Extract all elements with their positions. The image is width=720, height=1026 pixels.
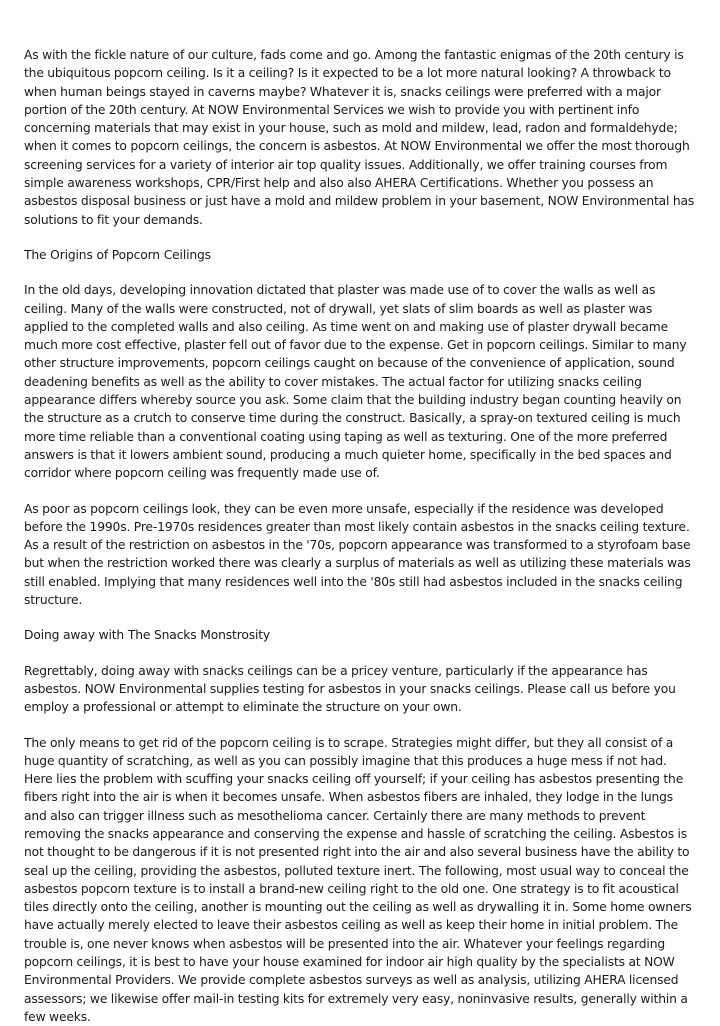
- origins-paragraph-2: As poor as popcorn ceilings look, they can be even more unsafe, especially if the residence was developed before the 1990s. Pre-1970s residences greater than most likely contain asbestos in the snacks ceiling texture. As a result of the restriction on asbestos in the '70s, popcorn appearance was transformed to a styrofoam base but when the restriction worked there was clearly a surplus of materials as well as utilizing these materials was still enabled. Implying that many residences well into the '80s still had asbestos included in the snacks ceiling structure.: [24, 500, 696, 610]
- removal-paragraph-1: Regrettably, doing away with snacks ceilings can be a pricey venture, particularly if the appearance has asbestos. NOW Environmental supplies testing for asbestos in your snacks ceilings. Please call us before you employ a professional or attempt to eliminate the structure on your own.: [24, 662, 696, 717]
- removal-paragraph-2: The only means to get rid of the popcorn ceiling is to scrape. Strategies might differ, but they all consist of a huge quantity of scratching, as well as you can possibly imagine that this produces a huge mess if not had. Here lies the problem with scuffing your snacks ceiling off yourself; if your ceiling has asbestos presenting the fibers right into the air is when it becomes unsafe. When asbestos fibers are inhaled, they lodge in the lungs and also can trigger illness such as mesothelioma cancer. Certainly there are many methods to prevent removing the snacks appearance and conserving the expense and hassle of scratching the ceiling. Asbestos is not thought to be dangerous if it is not presented right into the air and also several business have the ability to seal up the ceiling, providing the asbestos, polluted texture inert. The following, most usual way to conceal the asbestos popcorn texture is to install a brand-new ceiling right to the old one. One strategy is to fit acoustical tiles directly onto the ceiling, another is mounting out the ceiling as well as drywalling it in. Some home owners have actually merely elected to leave their asbestos ceiling as well as keep their home in initial problem. The trouble is, one never knows when asbestos will be presented into the air. Whatever your feelings regarding popcorn ceilings, it is best to have your house examined for indoor air high quality by the specialists at NOW Environmental Providers. We provide complete asbestos surveys as well as analysis, utilizing AHERA licensed assessors; we likewise offer mail-in testing kits for extremely very easy, noninvasive results, generally within a few weeks.: [24, 734, 696, 1026]
- origins-paragraph-1: In the old days, developing innovation dictated that plaster was made use of to cover the walls as well as ceiling. Many of the walls were constructed, not of drywall, yet slats of slim boards as well as plaster was applied to the completed walls and also ceiling. As time went on and making use of plaster drywall became much more cost effective, plaster fell out of favor due to the expense. Get in popcorn ceilings. Similar to many other structure improvements, popcorn ceilings caught on because of the convenience of application, sound deadening benefits as well as the ability to cover mistakes. The actual factor for utilizing snacks ceiling appearance differs whereby source you ask. Some claim that the building industry began counting heavily on the structure as a crutch to conserve time during the construct. Basically, a spray-on textured ceiling is much more time reliable than a conventional coating using taping as well as texturing. One of the more preferred answers is that it lowers ambient sound, producing a much quieter home, specifically in the bed spaces and corridor where popcorn ceiling was frequently made use of.: [24, 281, 696, 482]
- section-heading-removal: Doing away with The Snacks Monstrosity: [24, 626, 696, 644]
- intro-paragraph: As with the fickle nature of our culture, fads come and go. Among the fantastic enigmas of the 20th century is the ubiquitous popcorn ceiling. Is it a ceiling? Is it expected to be a lot more natural looking? A throwback to when human beings stayed in caverns maybe? Whatever it is, snacks ceilings were preferred with a major portion of the 20th century. At NOW Environmental Services we wish to provide you with pertinent info concerning materials that may exist in your house, such as mold and mildew, lead, radon and formaldehyde; when it comes to popcorn ceilings, the concern is asbestos. At NOW Environmental we offer the most thorough screening services for a variety of interior air top quality issues. Additionally, we offer training courses from simple awareness workshops, CPR/First help and also also AHERA Certifications. Whether you possess an asbestos disposal business or just have a mold and mildew problem in your basement, NOW Environmental has solutions to fit your demands.: [24, 46, 696, 229]
- section-heading-origins: The Origins of Popcorn Ceilings: [24, 246, 696, 264]
